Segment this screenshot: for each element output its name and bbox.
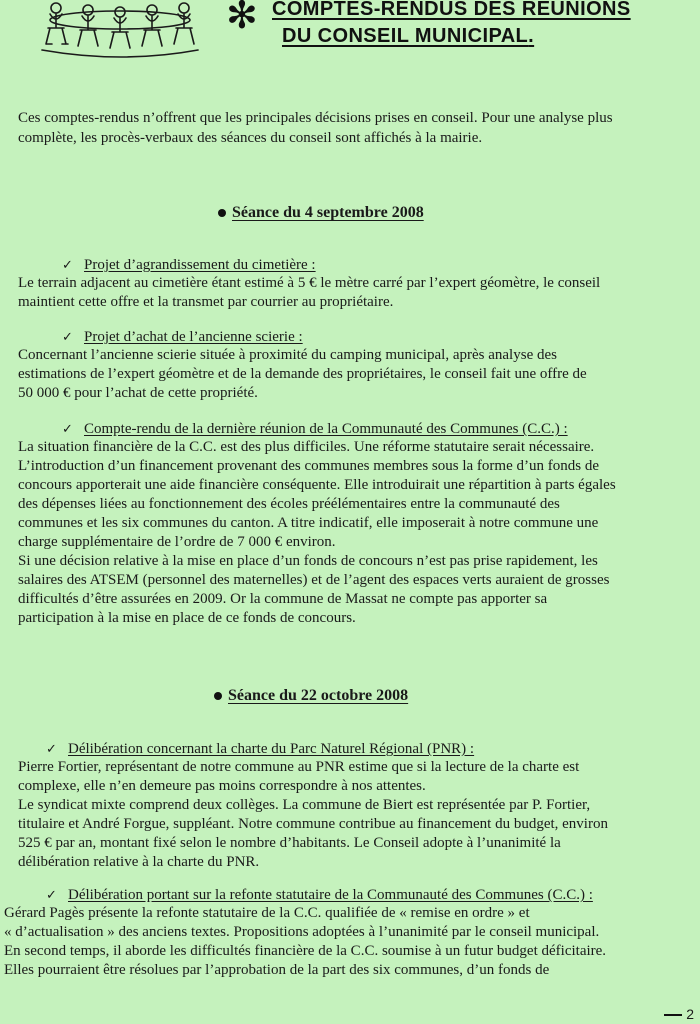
title-line-2: DU CONSEIL MUNICIPAL. [282, 25, 535, 47]
item-paragraph: Gérard Pagès présente la refonte statutaire de la C.C. qualifiée de « remise en ordre » et « d’actualisation » des anciens textes. Propositions adoptées à l’unanimité par le conseil municipal. En second temps, il aborde les difficultés financière de la C.C. soumise à un futur budget déficitaire. Elles pourraient être résolues par l’approbation de la part des six communes, d’un fonds de [4, 905, 607, 978]
session-heading: Séance du 22 octobre 2008 [214, 687, 408, 705]
check-icon: ✓ [46, 742, 57, 757]
item-heading: ✓ Compte-rendu de la dernière réunion de la Communauté des Communes (C.C.) : [62, 421, 568, 437]
check-icon: ✓ [62, 422, 73, 437]
check-icon: ✓ [62, 258, 73, 273]
item-heading: ✓ Délibération portant sur la refonte statutaire de la Communauté des Communes (C.C.) : [46, 887, 593, 903]
bullet-icon [218, 209, 226, 217]
item-heading: ✓ Projet d’agrandissement du cimetière : [62, 257, 316, 273]
check-icon: ✓ [46, 888, 57, 903]
item-paragraph: Concernant l’ancienne scierie située à proximité du camping municipal, après analyse des estimations de l’expert géomètre et de la demande des propriétaires, le conseil fait une offre de 50 000 € pour l’achat de cette propriété. [18, 347, 587, 401]
page-title [272, 0, 692, 50]
item-paragraph: La situation financière de la C.C. est des plus difficiles. Une réforme statutaire serait nécessaire. L’introduction d’un financement provenant des communes membres sous la forme d’un fonds de concours apporterait une aide financière conséquente. Elle introduirait une répartition à parts égales des dépenses liées au fonctionnement des écoles préélémentaires entre la communauté des communes et les six communes du canton. A titre indicatif, elle imposerait à notre commune une charge supplémentaire de l’ordre de 7 000 € environ. Si une décision relative à la mise en place d’un fonds de concours n’est pas prise rapidement, les salaires des ATSEM (personnel des maternelles) et de l’agent des espaces verts auraient de grosses difficultés d’être assurées en 2009. Or la commune de Massat ne compte pas apporter sa participation à la mise en place de ce fonds de concours. [18, 439, 616, 626]
item-paragraph: Le terrain adjacent au cimetière étant estimé à 5 € le mètre carré par l’expert géomètre, le conseil maintient cette offre et la transmet par courrier au propriétaire. [18, 275, 601, 310]
item-paragraph: Pierre Fortier, représentant de notre commune au PNR estime que si la lecture de la charte est complexe, elle n’en demeure pas moins correspondre à nos attentes. Le syndicat mixte comprend deux collèges. La commune de Biert est représentée par P. Fortier, titulaire et André Forgue, suppléant. Notre commune contribue au financement du budget, environ 525 € par an, montant fixé selon le nombre d’habitants. Le Conseil adopte à l’unanimité la délibération relative à la charte du PNR. [18, 759, 608, 870]
page-number: 2 [664, 1006, 694, 1022]
title-line-1: COMPTES-RENDUS DES REUNIONS [272, 0, 631, 20]
item-heading: ✓ Projet d’achat de l’ancienne scierie : [62, 329, 303, 345]
session-heading: Séance du 4 septembre 2008 [218, 204, 424, 222]
asterisk-icon: ✻ [226, 0, 258, 37]
check-icon: ✓ [62, 330, 73, 345]
item-heading: ✓ Délibération concernant la charte du Parc Naturel Régional (PNR) : [46, 741, 475, 757]
bullet-icon [214, 692, 222, 700]
intro-paragraph: Ces comptes-rendus n’offrent que les principales décisions prises en conseil. Pour une analyse plus complète, les procès-verbaux des séances du conseil sont affichés à la mairie. [18, 110, 613, 146]
council-meeting-drawing-icon [36, 0, 204, 58]
arrow-icon [664, 1014, 682, 1016]
